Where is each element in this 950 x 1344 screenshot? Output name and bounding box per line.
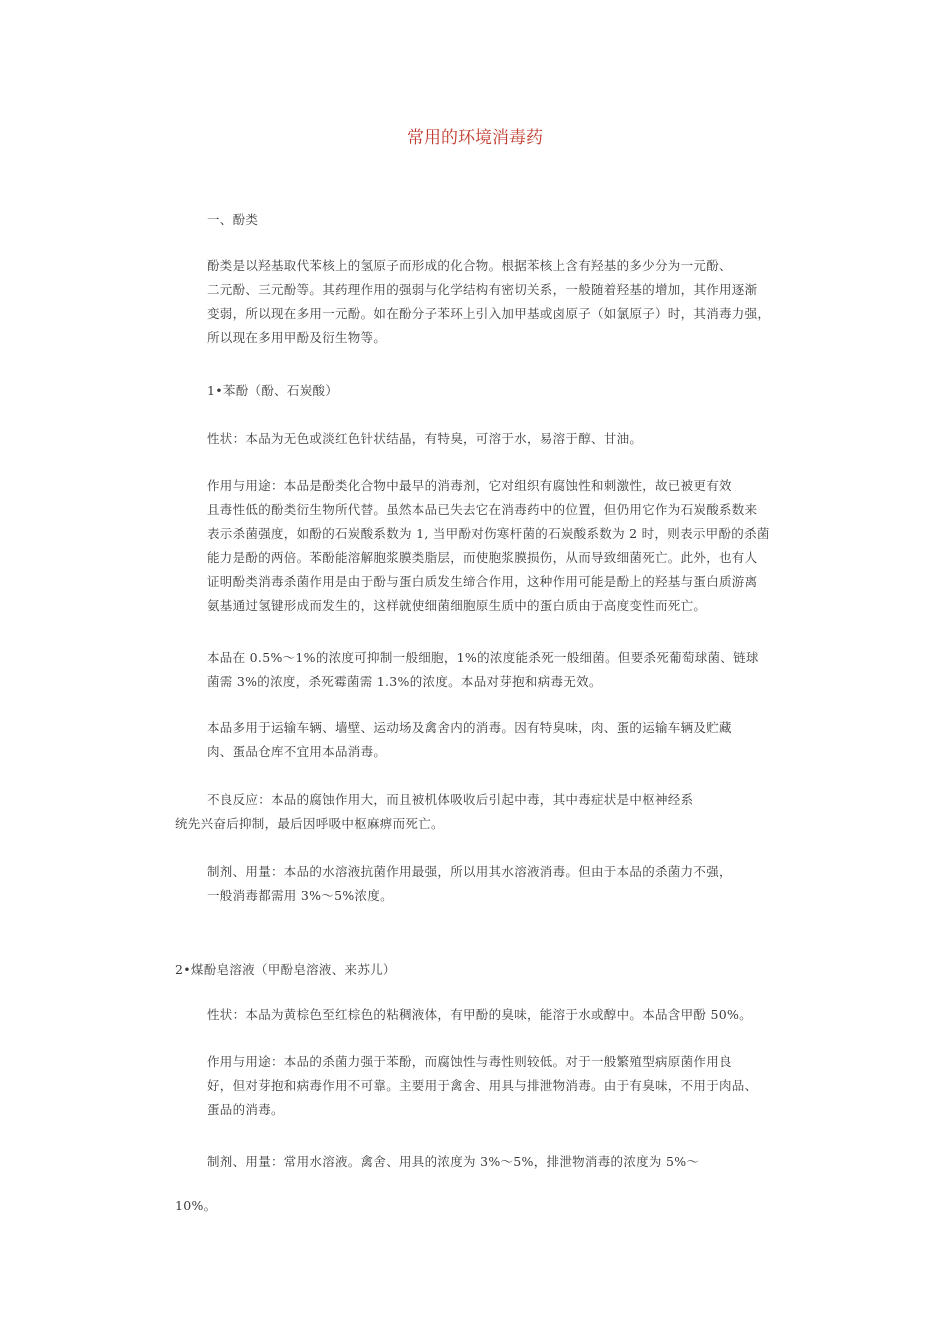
text-line: 证明酚类消毒杀菌作用是由于酚与蛋白质发生缔合作用，这种作用可能是酚上的羟基与蛋白质游离 (207, 574, 758, 589)
text-line: 能力是酚的两倍。苯酚能溶解胞浆膜类脂层，而使胞浆膜损伤，从而导致细菌死亡。此外，也有人 (207, 550, 758, 565)
phenol-properties: 性状：本品为无色或淡红色针状结晶，有特臭，可溶于水，易溶于醇、甘油。 (207, 431, 643, 446)
text-line: 菌需 3%的浓度，杀死霉菌需 1.3%的浓度。本品对芽抱和病毒无效。 (207, 674, 602, 689)
text-line: 作用与用途：本品是酚类化合物中最早的消毒剂，它对组织有腐蚀性和刺激性，故已被更有效 (207, 478, 732, 493)
text-line: 作用与用途：本品的杀菌力强于苯酚，而腐蚀性与毒性则较低。对于一般繁殖型病原菌作用良 (207, 1054, 732, 1069)
phenol-concentration-paragraph (175, 646, 785, 694)
text-line: 且毒性低的酚类衍生物所代替。虽然本品已失去它在消毒药中的位置，但仍用它作为石炭酸系数来 (207, 502, 758, 517)
text-line: 本品多用于运输车辆、墙壁、运动场及禽舍内的消毒。因有特臭味，肉、蛋的运输车辆及贮藏 (207, 720, 732, 735)
text-line: 好，但对芽抱和病毒作用不可靠。主要用于禽舍、用具与排泄物消毒。由于有臭味，不用于肉品、 (207, 1078, 758, 1093)
text-line: 肉、蛋品仓库不宜用本品消毒。 (207, 744, 387, 759)
phenol-adverse-paragraph (175, 788, 785, 836)
phenol-dosage-paragraph (175, 860, 785, 908)
cresol-dosage-line: 制剂、用量：常用水溶液。禽舍、用具的浓度为 3%～5%，排泄物消毒的浓度为 5%～ (207, 1154, 700, 1169)
page-title: 常用的环境消毒药 (407, 128, 543, 148)
intro-paragraph (175, 254, 785, 350)
phenol-heading: 1•苯酚（酚、石炭酸） (207, 383, 339, 398)
text-line: 统先兴奋后抑制，最后因呼吸中枢麻痹而死亡。 (175, 816, 444, 831)
text-line: 不良反应：本品的腐蚀作用大，而且被机体吸收后引起中毒，其中毒症状是中枢神经系 (207, 792, 694, 807)
phenol-usage-paragraph (175, 716, 785, 764)
section-heading-phenols: 一、酚类 (207, 212, 259, 227)
text-line: 氨基通过氢键形成而发生的，这样就使细菌细胞原生质中的蛋白质由于高度变性而死亡。 (207, 598, 707, 613)
text-line: 二元酚、三元酚等。其药理作用的强弱与化学结构有密切关系，一般随着羟基的增加，其作用逐渐 (207, 282, 758, 297)
cresol-dosage-continuation: 10%。 (175, 1198, 217, 1213)
text-line: 本品在 0.5%～1%的浓度可抑制一般细胞，1%的浓度能杀死一般细菌。但要杀死葡萄球菌、链球 (207, 650, 759, 665)
text-line: 蛋品的消毒。 (207, 1102, 284, 1117)
text-line: 一般消毒都需用 3%～5%浓度。 (207, 888, 393, 903)
text-line: 变弱，所以现在多用一元酚。如在酚分子苯环上引入加甲基或卤原子（如氯原子）时，其消毒力强， (207, 306, 771, 321)
cresol-heading: 2•煤酚皂溶液（甲酚皂溶液、来苏儿） (175, 962, 396, 977)
text-line: 表示杀菌强度，如酚的石炭酸系数为 1, 当甲酚对伤寒杆菌的石炭酸系数为 2 时，则表示甲酚的杀菌 (207, 526, 770, 541)
text-line: 酚类是以羟基取代苯核上的氢原子而形成的化合物。根据苯核上含有羟基的多少分为一元酚、 (207, 258, 732, 273)
text-line: 制剂、用量：本品的水溶液抗菌作用最强，所以用其水溶液消毒。但由于本品的杀菌力不强， (207, 864, 732, 879)
cresol-properties: 性状：本品为黄棕色至红棕色的粘稠液体，有甲酚的臭味，能溶于水或醇中。本品含甲酚 50%。 (207, 1007, 752, 1022)
phenol-action-paragraph (175, 474, 785, 618)
text-line: 所以现在多用甲酚及衍生物等。 (207, 330, 387, 345)
cresol-action-paragraph (175, 1050, 785, 1122)
